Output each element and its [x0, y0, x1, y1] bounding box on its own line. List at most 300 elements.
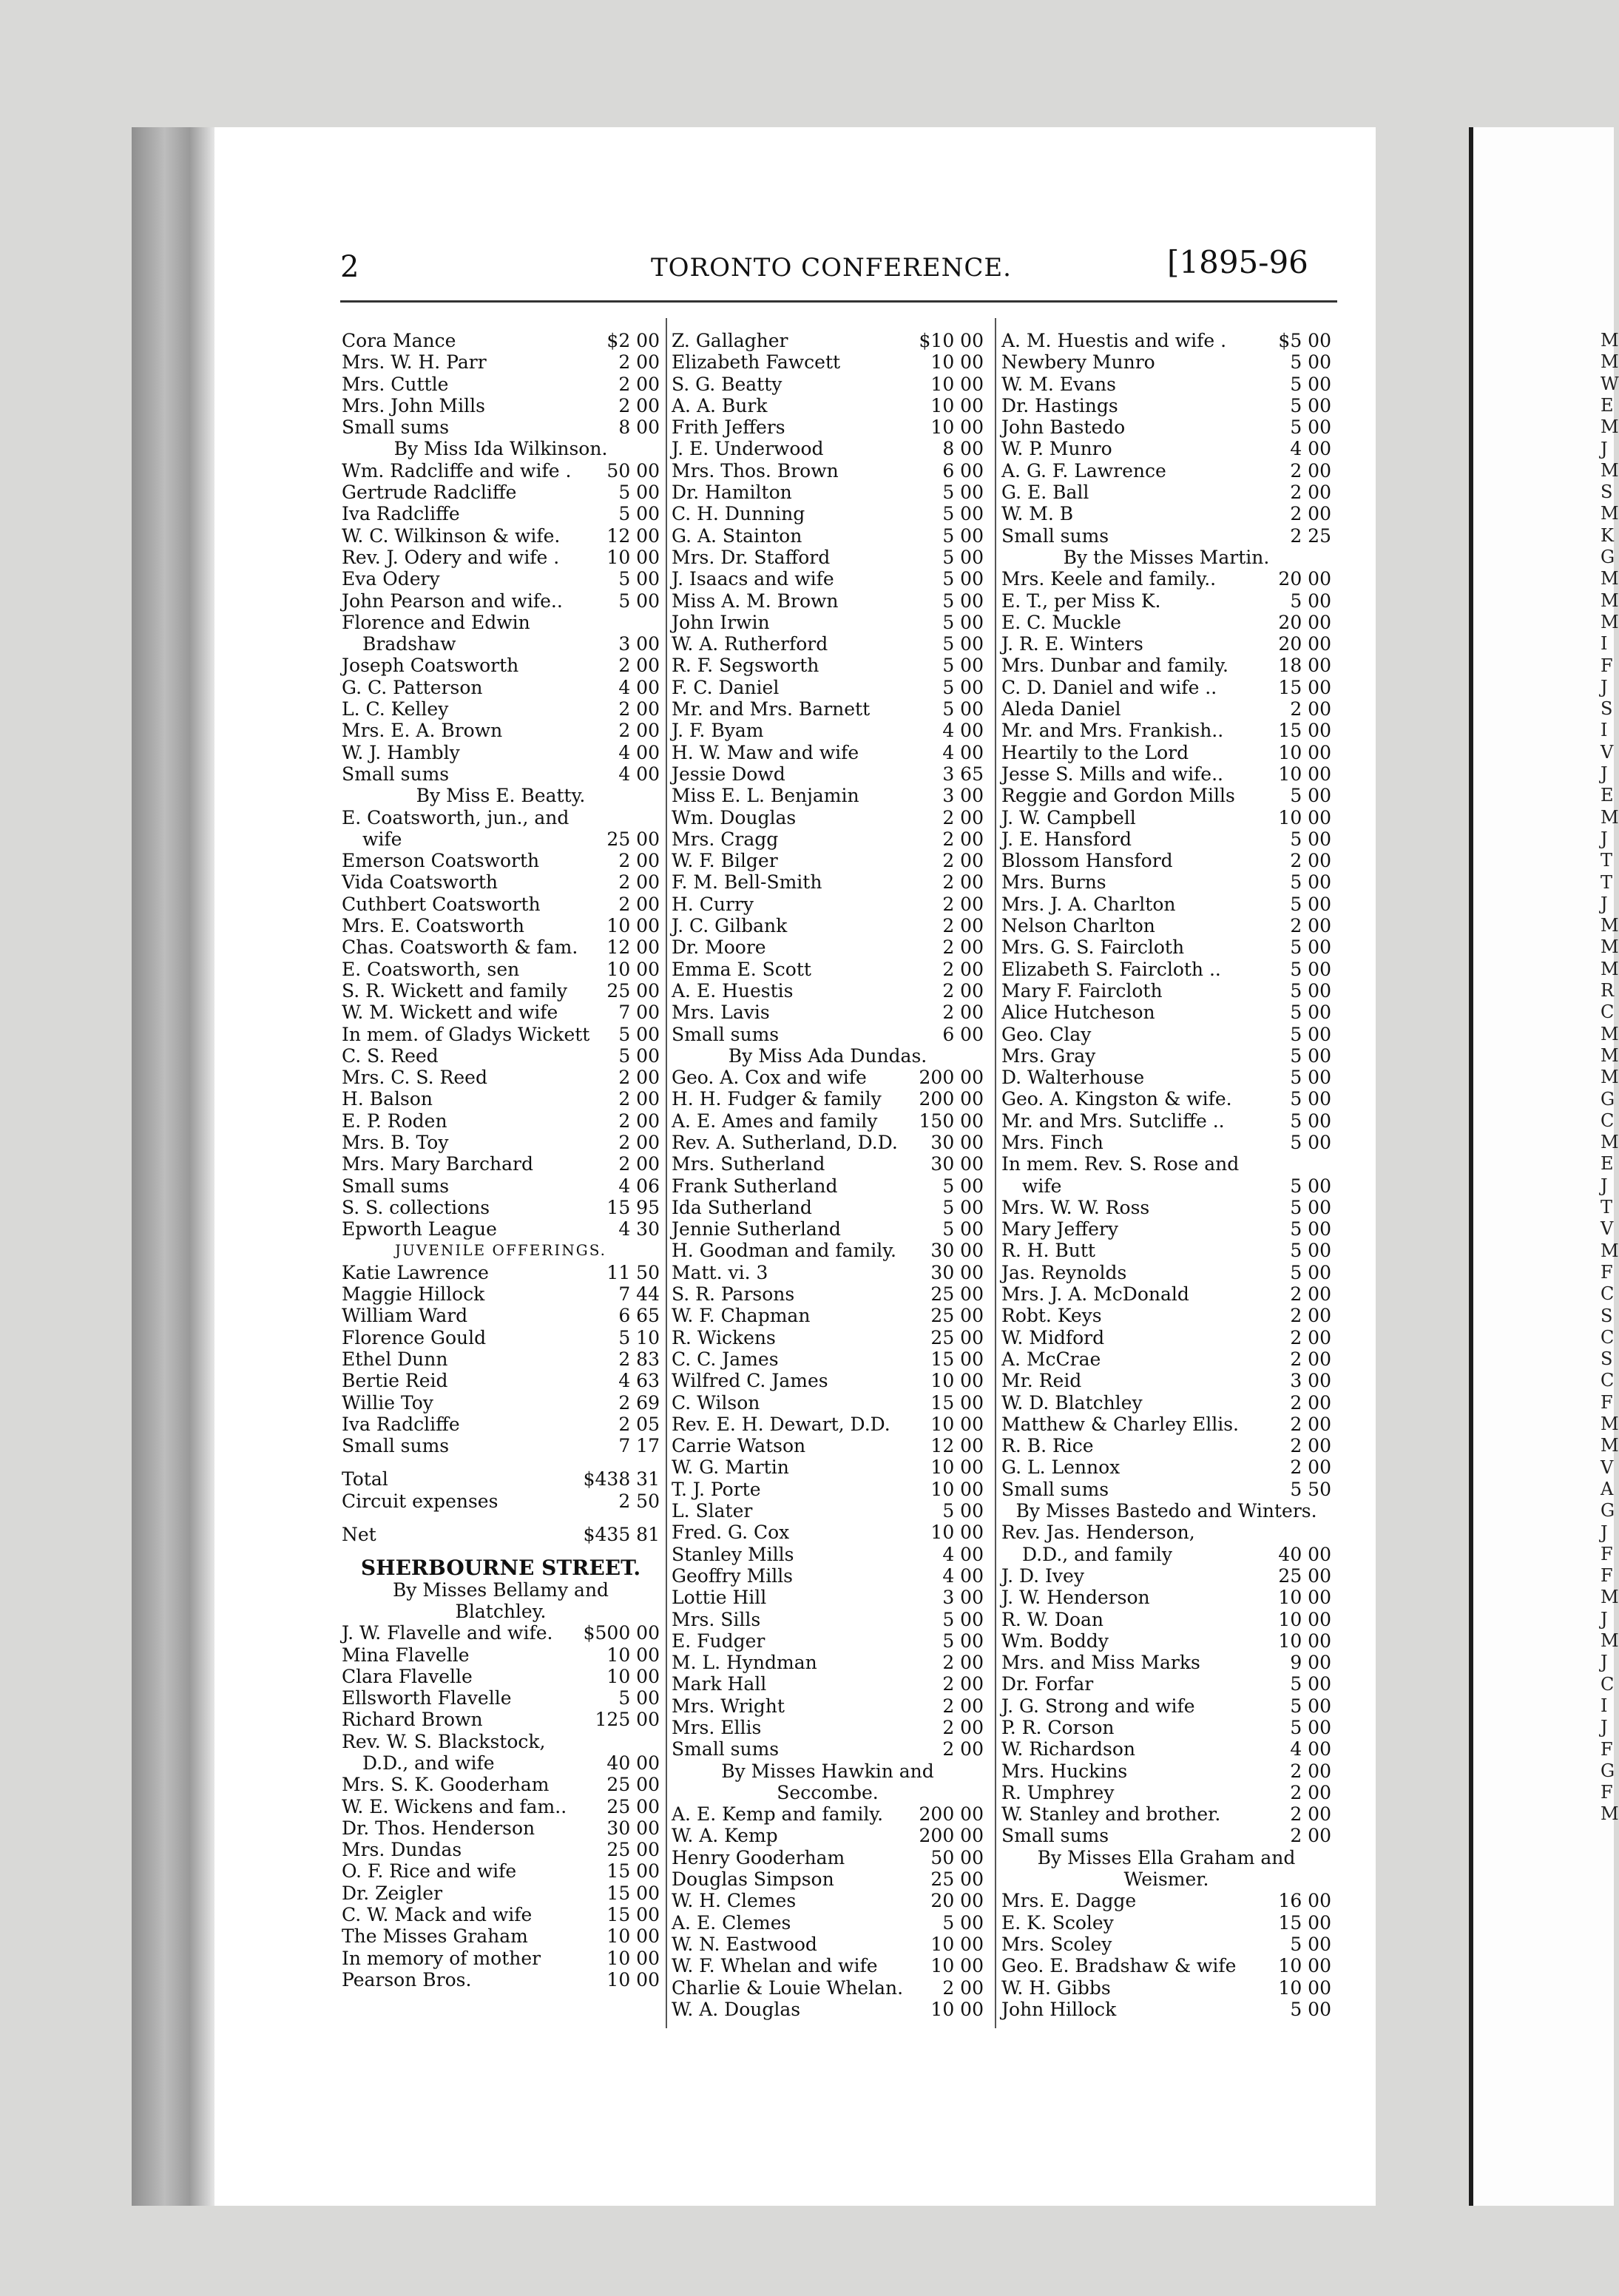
donation-entry: [1001, 590, 1331, 612]
donation-amount: 10 00: [930, 1478, 984, 1500]
donation-amount: 2 00: [942, 979, 984, 1002]
margin-letter: M: [1601, 1414, 1619, 1434]
margin-letter: M: [1601, 590, 1619, 611]
donation-entry: [672, 1067, 984, 1088]
donation-amount: 2 00: [618, 1110, 660, 1132]
donor-name: Cora Mance: [342, 330, 456, 351]
donation-amount: 5 00: [1290, 893, 1331, 915]
donation-entry: [342, 959, 660, 980]
margin-letter: M: [1601, 351, 1619, 373]
donation-entry: [672, 894, 984, 915]
donor-name: W. G. Martin: [672, 1456, 789, 1479]
donation-amount: 2 00: [618, 394, 660, 416]
donor-name: William Ward: [342, 1305, 468, 1327]
donation-entry: [342, 1622, 660, 1644]
donation-entry: [342, 1796, 660, 1817]
donor-name: John Bastedo: [1001, 416, 1126, 439]
donation-entry: [342, 395, 660, 416]
donation-amount: 5 10: [618, 1326, 660, 1348]
donation-entry: [1001, 1803, 1331, 1825]
margin-letter: C: [1601, 1370, 1615, 1391]
margin-letter: M: [1601, 459, 1619, 481]
donation-entry: [1001, 1912, 1331, 1934]
donation-amount: 2 50: [618, 1490, 660, 1512]
donor-name: L. C. Kelley: [342, 698, 449, 720]
donor-name: S. R. Wickett and family: [342, 979, 568, 1002]
donation-amount: 6 65: [618, 1305, 660, 1327]
donation-amount: 2 00: [618, 1067, 660, 1089]
donor-name: Mrs. Ellis: [672, 1717, 762, 1738]
donation-amount: 9 00: [1290, 1652, 1331, 1674]
donation-amount: 30 00: [930, 1261, 984, 1283]
donation-entry: [342, 1262, 660, 1283]
donation-amount: 5 00: [942, 698, 984, 720]
donation-entry: [1001, 1544, 1331, 1565]
margin-letter: C: [1601, 1110, 1615, 1131]
donation-amount: 4 63: [618, 1370, 660, 1392]
donation-entry: [672, 612, 984, 633]
donor-name: Mrs. Keele and family..: [1001, 568, 1217, 590]
donation-entry: [1001, 1067, 1331, 1088]
donation-amount: 10 00: [606, 1644, 660, 1666]
donor-name: W. Midford: [1001, 1326, 1105, 1348]
donation-entry: [1001, 1370, 1331, 1391]
donation-amount: 4 00: [942, 720, 984, 742]
donation-amount: 4 00: [942, 1543, 984, 1565]
donor-name: Dr. Hastings: [1001, 394, 1118, 416]
donation-amount: 5 00: [1290, 1088, 1331, 1110]
donor-name: Henry Gooderham: [672, 1846, 845, 1868]
collector-heading: Weismer.: [1123, 1868, 1209, 1891]
donation-entry: [672, 828, 984, 850]
donation-entry: [672, 1392, 984, 1414]
donation-amount: 2 00: [1290, 1760, 1331, 1782]
donor-name: Small sums: [342, 1175, 450, 1197]
margin-letter: M: [1601, 1803, 1619, 1825]
collector-heading: By Miss Ada Dundas.: [728, 1044, 927, 1067]
donation-entry: [672, 1999, 984, 2020]
donation-entry: [342, 1709, 660, 1730]
donation-entry: [1001, 655, 1331, 676]
donor-name: Ida Sutherland: [672, 1196, 812, 1218]
margin-letter: V: [1601, 741, 1614, 763]
donation-entry: [1001, 438, 1331, 459]
donation-amount: 5 00: [942, 482, 984, 504]
donation-amount: 15 00: [606, 1882, 660, 1904]
donor-name: Mrs. E. Coatsworth: [342, 915, 524, 937]
margin-letter: S: [1601, 1348, 1613, 1370]
margin-letter: F: [1601, 1543, 1613, 1564]
donation-entry: [1001, 1175, 1331, 1197]
donation-amount: $500 00: [583, 1622, 660, 1644]
donation-amount: 5 00: [618, 568, 660, 590]
donation-amount: 50 00: [606, 459, 660, 482]
donor-name: Pearson Bros.: [342, 1968, 472, 1991]
margin-letter: I: [1601, 1695, 1608, 1716]
donation-amount: 5 00: [942, 1630, 984, 1652]
donation-entry: [1001, 894, 1331, 915]
donor-name: W. H. Gibbs: [1001, 1976, 1111, 1999]
donation-amount: 5 00: [1290, 1023, 1331, 1045]
header-rule: [340, 300, 1337, 303]
donation-amount: 5 00: [1290, 1998, 1331, 2020]
donation-entry: [1001, 1348, 1331, 1370]
donor-name: Geoffry Mills: [672, 1564, 794, 1587]
donation-entry: [672, 1327, 984, 1348]
donation-amount: 8 00: [618, 416, 660, 439]
donor-name: R. B. Rice: [1001, 1435, 1094, 1457]
donation-entry: [1001, 698, 1331, 720]
donor-name: R. Wickens: [672, 1326, 776, 1348]
donor-name: W. C. Wilkinson & wife.: [342, 524, 561, 547]
donation-amount: 2 00: [1290, 503, 1331, 525]
donation-amount: 25 00: [930, 1868, 984, 1891]
donor-name: Mrs. Dunbar and family.: [1001, 655, 1228, 677]
donation-entry: [342, 677, 660, 698]
donor-name: E. Coatsworth, jun., and: [342, 806, 569, 828]
donation-amount: 12 00: [930, 1435, 984, 1457]
donation-entry: [342, 590, 660, 612]
donation-amount: 7 44: [618, 1283, 660, 1306]
donor-name: Katie Lawrence: [342, 1261, 489, 1283]
donation-entry: [342, 1925, 660, 1947]
donation-entry: [672, 1088, 984, 1110]
donation-entry: [342, 1153, 660, 1175]
donation-amount: 25 00: [606, 1774, 660, 1796]
donor-name: R. F. Segsworth: [672, 655, 819, 677]
donation-entry: [1001, 1955, 1331, 1976]
donor-name: W. F. Whelan and wife: [672, 1955, 878, 1977]
margin-letter: T: [1601, 850, 1613, 871]
donation-amount: 2 83: [618, 1348, 660, 1370]
donation-amount: 5 00: [942, 611, 984, 633]
donation-amount: 150 00: [919, 1110, 984, 1132]
donation-amount: 2 00: [618, 720, 660, 742]
donation-amount: 30 00: [930, 1131, 984, 1153]
donor-name: Emerson Coatsworth: [342, 850, 540, 872]
donation-amount: 5 00: [618, 482, 660, 504]
donor-name: W. Richardson: [1001, 1738, 1135, 1760]
donation-amount: 2 00: [618, 1153, 660, 1175]
donation-amount: 4 06: [618, 1175, 660, 1197]
donation-entry: [1001, 1522, 1331, 1543]
margin-letter: M: [1601, 1067, 1619, 1088]
donation-amount: 25 00: [606, 828, 660, 850]
donor-name: Rev. E. H. Dewart, D.D.: [672, 1413, 890, 1435]
donation-amount: 25 00: [1278, 1564, 1331, 1587]
donation-amount: 4 00: [942, 741, 984, 763]
donation-amount: 2 00: [942, 806, 984, 828]
donation-amount: 125 00: [595, 1709, 660, 1731]
margin-letter: I: [1601, 633, 1608, 655]
donation-amount: 10 00: [930, 394, 984, 416]
donation-amount: 3 00: [942, 785, 984, 807]
spacer: [342, 1512, 660, 1524]
donation-amount: 5 00: [942, 1500, 984, 1522]
donation-entry: [342, 374, 660, 395]
donor-name: Matt. vi. 3: [672, 1261, 768, 1283]
donation-amount: 2 00: [942, 936, 984, 959]
donation-amount: 11 50: [606, 1261, 660, 1283]
donor-name: Net: [342, 1524, 376, 1546]
donation-entry: [342, 1839, 660, 1860]
donation-amount: 5 00: [1290, 785, 1331, 807]
donation-entry: [1001, 1110, 1331, 1132]
donor-name: Florence and Edwin: [342, 611, 530, 633]
donor-name: wife: [362, 828, 402, 850]
donation-entry: [1001, 936, 1331, 958]
donation-amount: 5 00: [942, 568, 984, 590]
donation-entry: [1001, 1695, 1331, 1717]
donor-name: W. D. Blatchley: [1001, 1391, 1143, 1414]
donation-entry: [1001, 959, 1331, 980]
donor-name: Small sums: [1001, 1478, 1109, 1500]
donation-entry: [672, 936, 984, 958]
donation-amount: 5 00: [1290, 1218, 1331, 1240]
donor-name: W. A. Kemp: [672, 1825, 778, 1847]
donation-entry: [1001, 1977, 1331, 1999]
donor-name: Mr. and Mrs. Frankish..: [1001, 720, 1224, 742]
donation-entry: [342, 1175, 660, 1197]
donor-name: Joseph Coatsworth: [342, 655, 519, 677]
donation-entry: [1001, 503, 1331, 524]
donor-name: Fred. G. Cox: [672, 1522, 790, 1544]
donor-name: Florence Gould: [342, 1326, 487, 1348]
donation-entry: [672, 1673, 984, 1695]
collector-heading: By Miss Ida Wilkinson.: [393, 438, 608, 460]
donation-amount: 2 00: [942, 1673, 984, 1695]
margin-letter: C: [1601, 1002, 1615, 1023]
donor-name: Small sums: [672, 1738, 780, 1760]
donor-name: R. W. Doan: [1001, 1608, 1104, 1630]
donor-name: Mrs. Huckins: [1001, 1760, 1128, 1782]
donation-entry: [672, 677, 984, 698]
donation-amount: 4 00: [618, 676, 660, 698]
margin-letter: M: [1601, 503, 1619, 524]
donor-name: The Misses Graham: [342, 1925, 528, 1948]
donation-entry: [342, 698, 660, 720]
donor-name: Rev. Jas. Henderson,: [1001, 1522, 1195, 1544]
donor-name: Chas. Coatsworth & fam.: [342, 936, 578, 959]
margin-letter: M: [1601, 958, 1619, 979]
collector-heading: Seccombe.: [777, 1781, 879, 1803]
donor-name: Clara Flavelle: [342, 1665, 473, 1687]
donation-amount: 20 00: [1278, 633, 1331, 655]
donation-entry: [1001, 1630, 1331, 1652]
margin-letter: V: [1601, 1218, 1614, 1240]
donation-amount: 5 00: [1290, 1695, 1331, 1717]
donor-name: Frith Jeffers: [672, 416, 785, 439]
donation-amount: 2 00: [1290, 1391, 1331, 1414]
donor-name: Small sums: [342, 1435, 450, 1457]
donation-amount: 10 00: [1278, 1976, 1331, 1999]
margin-letter: S: [1601, 1305, 1613, 1326]
donation-entry: [342, 1132, 660, 1153]
donor-name: Wilfred C. James: [672, 1370, 828, 1392]
donor-name: E. C. Muckle: [1001, 611, 1121, 633]
donor-name: Newbery Munro: [1001, 351, 1155, 374]
donor-name: Mr. and Mrs. Barnett: [672, 698, 871, 720]
donation-amount: 10 00: [1278, 763, 1331, 785]
donation-amount: 6 00: [942, 1023, 984, 1045]
donation-amount: 10 00: [930, 1456, 984, 1479]
donation-amount: 30 00: [930, 1153, 984, 1175]
donation-amount: 25 00: [606, 979, 660, 1002]
donation-amount: 5 00: [1290, 1196, 1331, 1218]
donation-entry: [672, 1803, 984, 1825]
donation-amount: 4 00: [942, 1564, 984, 1587]
donation-amount: 2 00: [942, 893, 984, 915]
margin-letter: G: [1601, 1760, 1615, 1781]
donation-entry: [342, 763, 660, 785]
donation-entry: [342, 871, 660, 893]
donor-name: Jesse S. Mills and wife..: [1001, 763, 1223, 785]
donation-amount: 15 00: [1278, 720, 1331, 742]
donation-amount: 10 00: [1278, 1630, 1331, 1652]
donation-entry: [672, 1435, 984, 1456]
donation-amount: 15 00: [930, 1348, 984, 1370]
donation-entry: [342, 980, 660, 1002]
collector-heading: By Miss E. Beatty.: [416, 785, 586, 807]
donor-name: Cuthbert Coatsworth: [342, 893, 541, 915]
donation-entry: [672, 1110, 984, 1132]
donor-name: G. L. Lennox: [1001, 1456, 1121, 1479]
donor-name: J. W. Flavelle and wife.: [342, 1622, 553, 1644]
donation-entry: [342, 915, 660, 936]
donation-amount: 25 00: [606, 1795, 660, 1817]
donation-amount: 5 00: [1290, 1067, 1331, 1089]
margin-letter: T: [1601, 871, 1613, 893]
donor-name: Mina Flavelle: [342, 1644, 470, 1666]
donor-name: Small sums: [1001, 524, 1109, 547]
donation-entry: [1001, 807, 1331, 828]
donation-entry: [672, 1283, 984, 1305]
donation-entry: [672, 1500, 984, 1522]
donor-name: Emma E. Scott: [672, 958, 811, 980]
donation-amount: 12 00: [606, 936, 660, 959]
donation-entry: [1001, 742, 1331, 763]
donation-entry: [672, 460, 984, 482]
donation-entry: [672, 959, 984, 980]
donor-name: R. H. Butt: [1001, 1240, 1095, 1262]
donor-name: Robt. Keys: [1001, 1305, 1102, 1327]
donation-entry: [672, 1414, 984, 1435]
donor-name: Mrs. J. A. Charlton: [1001, 893, 1176, 915]
donor-name: Iva Radcliffe: [342, 503, 460, 525]
donor-name: Mary Jeffery: [1001, 1218, 1118, 1240]
donation-amount: 5 00: [942, 1196, 984, 1218]
donation-entry: [672, 482, 984, 503]
donor-name: Rev. W. S. Blackstock,: [342, 1730, 546, 1752]
margin-letter: J: [1601, 1175, 1608, 1196]
collector-heading: Blatchley.: [455, 1600, 547, 1622]
donor-name: Mrs. C. S. Reed: [342, 1067, 487, 1089]
donor-name: Mrs. Thos. Brown: [672, 459, 839, 482]
donation-amount: 40 00: [1278, 1543, 1331, 1565]
donation-amount: 2 00: [618, 655, 660, 677]
donation-entry: [1001, 1435, 1331, 1456]
donor-name: Mrs. John Mills: [342, 394, 485, 416]
donor-name: A. A. Burk: [672, 394, 768, 416]
donor-name: H. Balson: [342, 1088, 433, 1110]
donation-amount: 5 00: [1290, 871, 1331, 894]
donation-entry: [342, 1969, 660, 1991]
donation-entry: [672, 1847, 984, 1868]
donation-amount: 15 00: [606, 1904, 660, 1926]
donation-entry: [672, 915, 984, 936]
donor-name: Mrs. Finch: [1001, 1131, 1103, 1153]
donor-name: Ellsworth Flavelle: [342, 1687, 512, 1709]
donor-name: Mrs. W. W. Ross: [1001, 1196, 1150, 1218]
margin-letter: C: [1601, 1326, 1615, 1348]
donor-name: Mrs. Wright: [672, 1695, 785, 1717]
donation-entry: [342, 1218, 660, 1240]
donation-amount: 5 00: [1290, 351, 1331, 374]
donation-amount: 10 00: [1278, 806, 1331, 828]
donation-amount: 2 00: [942, 1695, 984, 1717]
donor-name: Miss A. M. Brown: [672, 590, 839, 612]
donation-amount: 5 00: [618, 590, 660, 612]
donation-amount: 2 00: [618, 1131, 660, 1153]
donation-entry: [342, 1860, 660, 1882]
donation-entry: [672, 374, 984, 395]
donation-entry: [672, 1002, 984, 1023]
donor-name: Small sums: [342, 763, 450, 785]
donation-amount: 5 00: [942, 1911, 984, 1934]
collector-heading: By Misses Bellamy and: [392, 1578, 609, 1601]
donation-entry: [672, 1717, 984, 1738]
donor-name: Maggie Hillock: [342, 1283, 485, 1306]
donor-name: C. H. Dunning: [672, 503, 805, 525]
donation-amount: 2 05: [618, 1413, 660, 1435]
donation-entry: [342, 416, 660, 438]
donation-entry: [342, 1067, 660, 1088]
donor-name: Geo. A. Kingston & wife.: [1001, 1088, 1232, 1110]
donor-name: E. Coatsworth, sen: [342, 958, 520, 980]
donation-entry: [342, 655, 660, 676]
margin-letter: F: [1601, 1565, 1613, 1587]
margin-letter: M: [1601, 1587, 1619, 1608]
margin-letter: F: [1601, 1738, 1613, 1760]
donation-entry: [1001, 1283, 1331, 1305]
donation-entry: [672, 503, 984, 524]
margin-letter: M: [1601, 1044, 1619, 1066]
donation-entry: [672, 416, 984, 438]
donor-name: J. W. Henderson: [1001, 1587, 1150, 1609]
donation-entry: [342, 1490, 660, 1512]
donation-amount: 6 00: [942, 459, 984, 482]
margin-letter: J: [1601, 1652, 1608, 1673]
donation-amount: 15 00: [1278, 1911, 1331, 1934]
donor-name: Matthew & Charley Ellis.: [1001, 1413, 1239, 1435]
donor-name: D.D., and family: [1022, 1543, 1173, 1565]
donation-entry: [1001, 1414, 1331, 1435]
donor-name: Mrs. J. A. McDonald: [1001, 1283, 1189, 1306]
margin-letter: M: [1601, 915, 1619, 936]
donation-amount: 2 00: [1290, 1326, 1331, 1348]
book-page-edge: [132, 127, 214, 2206]
margin-letter: A: [1601, 1478, 1614, 1499]
margin-letter: J: [1601, 763, 1608, 784]
margin-letter: M: [1601, 936, 1619, 958]
donation-entry: [342, 1045, 660, 1067]
margin-letter: J: [1601, 1717, 1608, 1738]
donation-entry: [342, 351, 660, 373]
donation-amount: 5 00: [1290, 936, 1331, 959]
donation-entry: [1001, 1305, 1331, 1326]
donor-name: Mrs. Gray: [1001, 1044, 1096, 1067]
donor-name: W. M. Evans: [1001, 373, 1116, 395]
